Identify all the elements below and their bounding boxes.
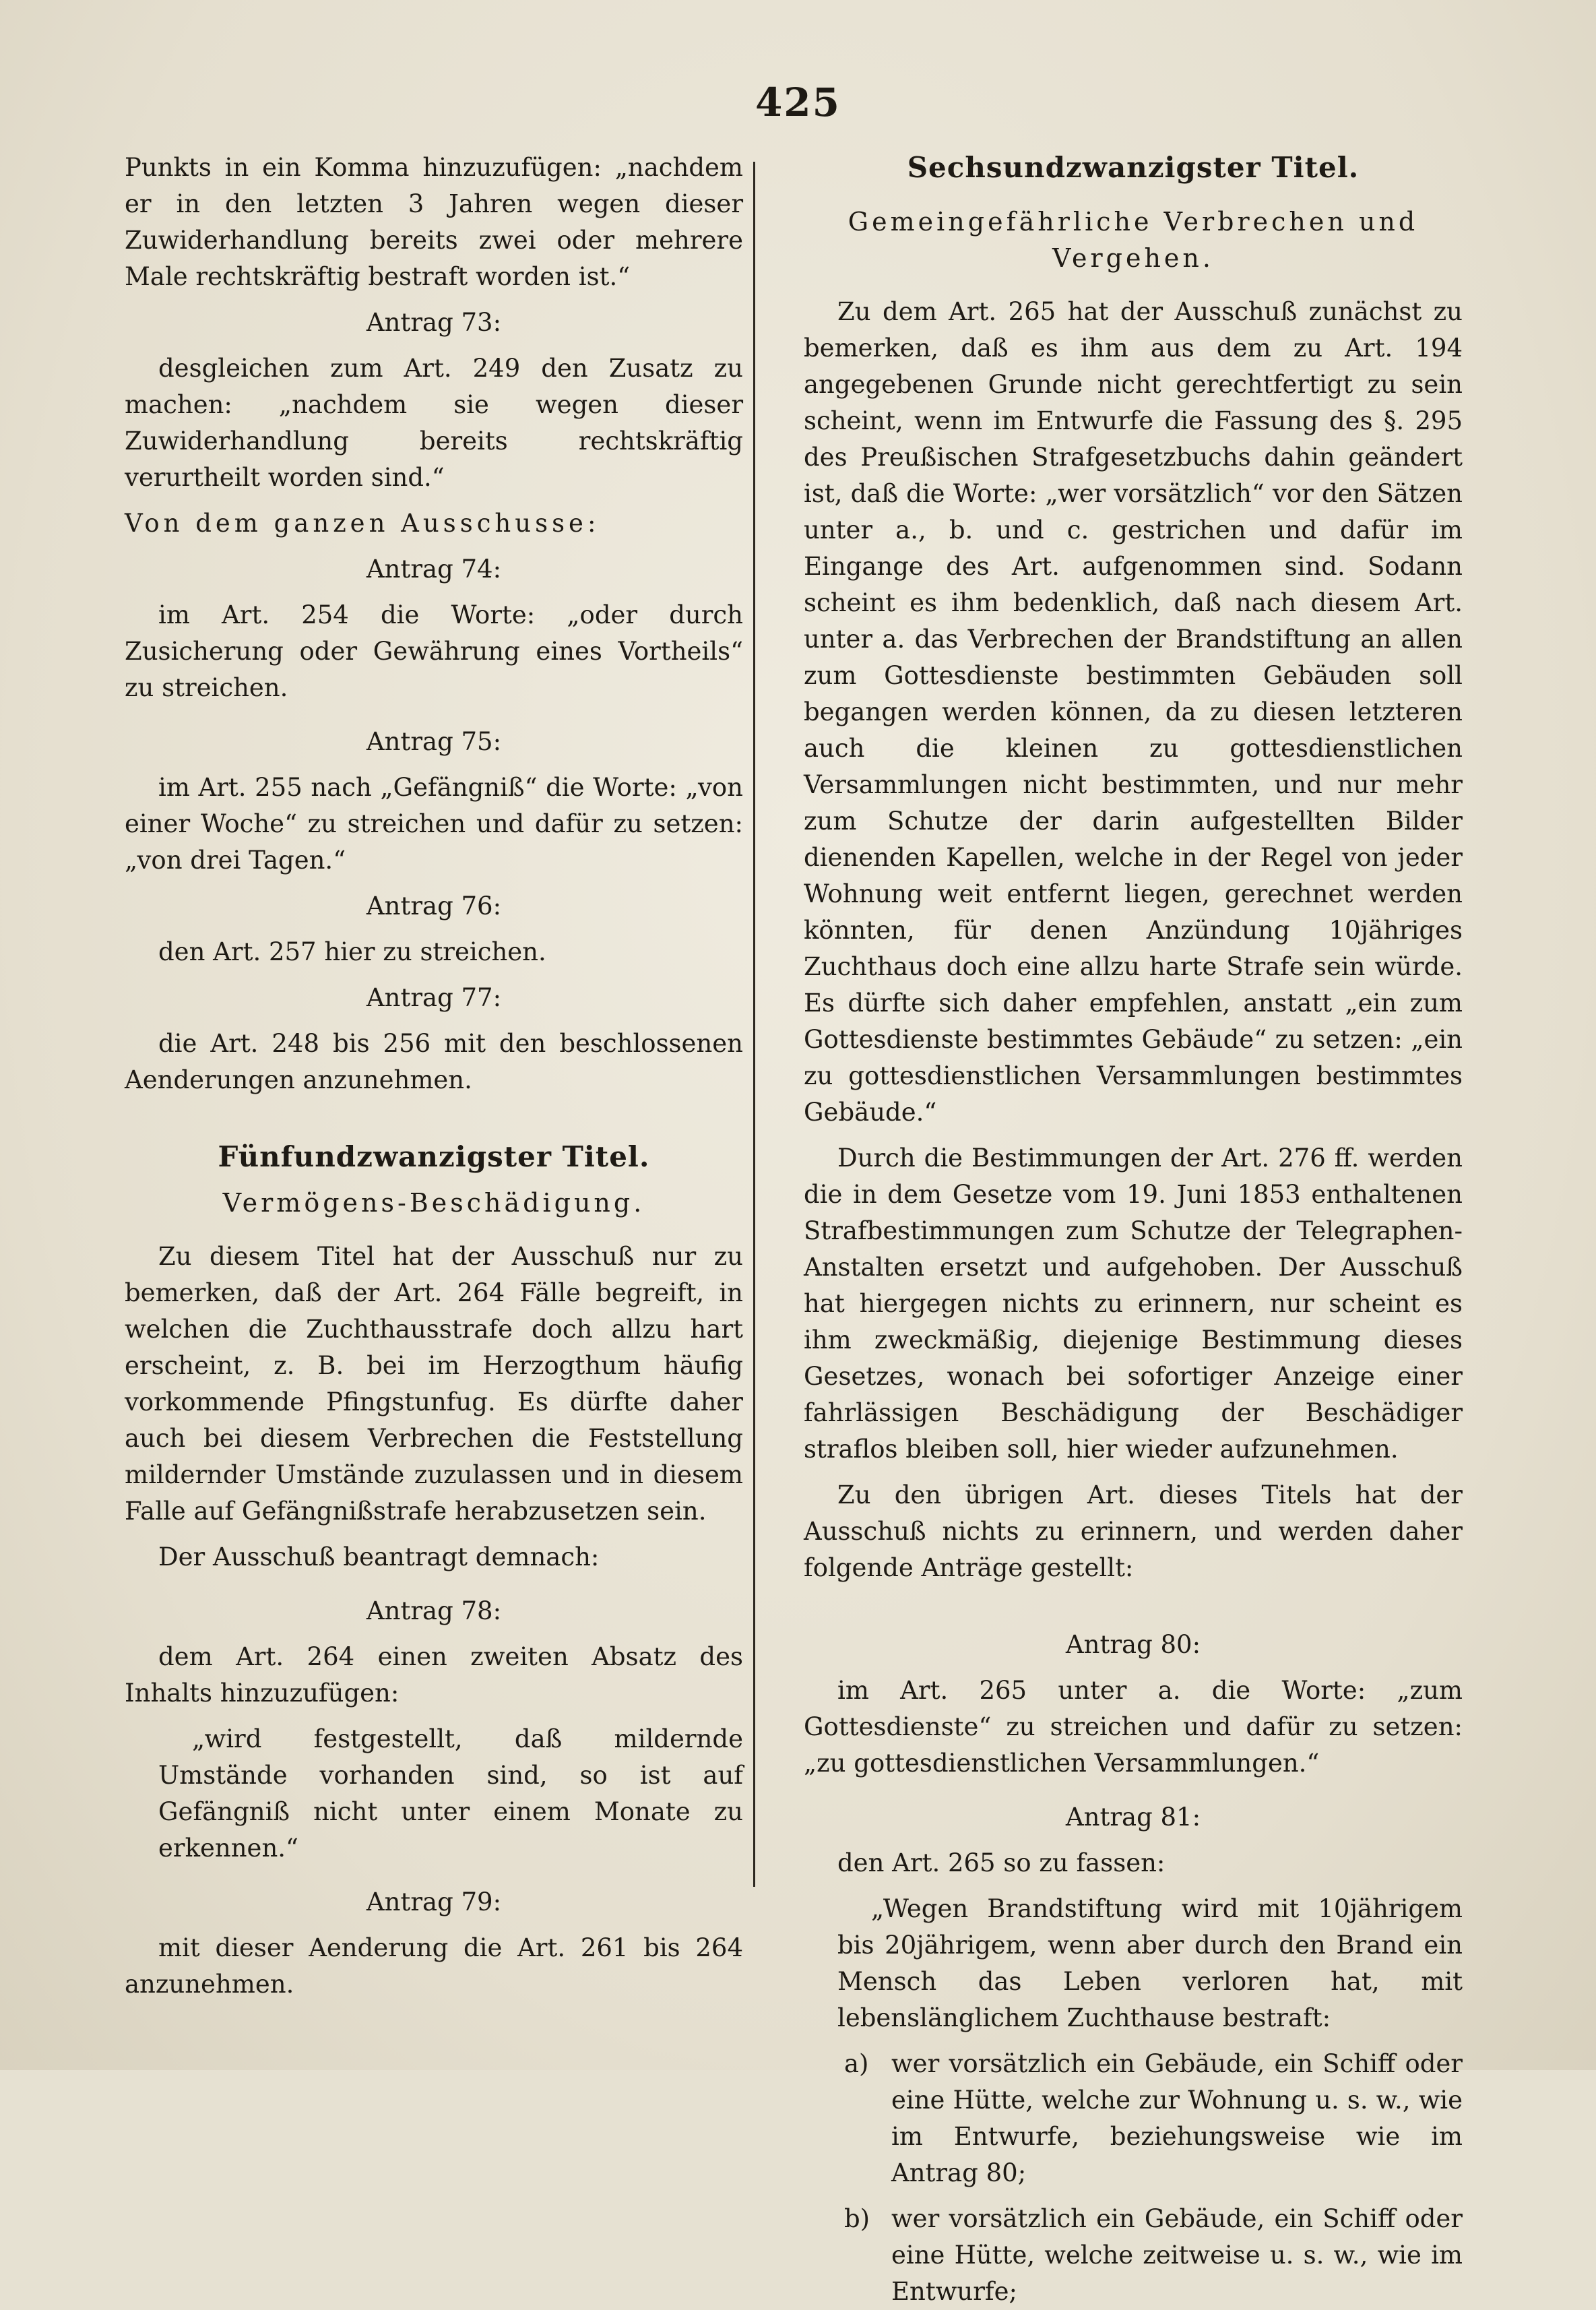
paragraph: die Art. 248 bis 256 mit den beschlossenen Aenderungen anzunehmen. [125, 1029, 743, 1094]
list-item-label: a) [844, 2049, 869, 2078]
paragraph: Punkts in ein Komma hinzuzufügen: „nachdem er in den letzten 3 Jahren wegen dieser Zuwiderhandlung bereits zwei oder mehrere Male rechtskräftig bestraft worden ist.“ [125, 153, 743, 291]
paragraph: den Art. 265 so zu fassen: [837, 1848, 1166, 1877]
quoted-text: „Wegen Brandstiftung wird mit 10jährigem bis 20jährigem, wenn aber durch den Brand ein Mensch das Leben verloren hat, mit lebenslänglichem Zuchthause bestraft: [837, 1894, 1463, 2032]
page-number: 425 [755, 80, 841, 125]
list-item-text: wer vorsätzlich ein Gebäude, ein Schiff oder eine Hütte, welche zur Wohnung u. s. w., wie im Entwurfe, beziehungsweise wie im Antrag 80; [891, 2049, 1463, 2187]
paragraph: Zu dem Art. 265 hat der Ausschuß zunächst zu bemerken, daß es ihm aus dem zu Art. 194 angegebenen Grunde nicht gerechtfertigt zu sein scheint, wenn im Entwurfe die Fassung des §. 295 des Preußischen Strafgesetzbuchs dahin geändert ist, daß die Worte: „wer vorsätzlich“ vor den Sätzen unter a., b. und c. gestrichen und dafür im Eingange des Art. aufgenommen sind. Sodann scheint es ihm bedenklich, daß nach diesem Art. unter a. das Verbrechen der Brandstiftung an allen zum Gottesdienste bestimmten Gebäuden soll begangen werden können, da zu diesen letzteren auch die kleinen zu gottesdienstlichen Versammlungen nicht bestimmten, und nur mehr zum Schutze der darin aufgestellten Bilder dienenden Kapellen, welche in der Regel von jeder Wohnung weit entfernt liegen, gerechnet werden könnten, für denen Anzündung 10jähriges Zuchthaus doch eine allzu harte Strafe sein würde. Es dürfte sich daher empfehlen, anstatt „ein zum Gottesdienste bestimmtes Gebäude“ zu setzen: „ein zu gottesdienstlichen Versammlungen bestimmtes Gebäude.“ [804, 297, 1463, 1127]
paragraph: dem Art. 264 einen zweiten Absatz des Inhalts hinzuzufügen: [125, 1642, 743, 1708]
section-title: Fünfundzwanzigster Titel. [218, 1140, 650, 1173]
motion-heading: Antrag 78: [366, 1596, 502, 1625]
motion-heading: Antrag 80: [1065, 1630, 1201, 1659]
committee-heading: Von dem ganzen Ausschusse: [125, 509, 600, 538]
paragraph: im Art. 254 die Worte: „oder durch Zusicherung oder Gewährung eines Vortheils“ zu streichen. [125, 600, 743, 702]
paragraph: Zu den übrigen Art. dieses Titels hat der Ausschuß nichts zu erinnern, und werden daher folgende Anträge gestellt: [804, 1480, 1463, 1582]
section-title: Sechsundzwanzigster Titel. [907, 151, 1360, 184]
section-subtitle: Vermögens-Beschädigung. [222, 1188, 645, 1218]
list-item-text: wer vorsätzlich ein Gebäude, ein Schiff oder eine Hütte, welche zeitweise u. s. w., wie im Entwurfe; [891, 2204, 1463, 2306]
motion-heading: Antrag 73: [366, 308, 502, 337]
paragraph: Durch die Bestimmungen der Art. 276 ff. werden die in dem Gesetze vom 19. Juni 1853 enthaltenen Strafbestimmungen zum Schutze der Telegraphen-Anstalten ersetzt und aufgehoben. Der Ausschuß hat hiergegen nichts zu erinnern, nur scheint es ihm zweckmäßig, diejenige Bestimmung dieses Gesetzes, wonach bei sofortiger Anzeige einer fahrlässigen Beschädigung der Beschädiger straflos bleiben soll, hier wieder aufzunehmen. [804, 1144, 1463, 1464]
paragraph: den Art. 257 hier zu streichen. [158, 937, 546, 966]
paragraph: desgleichen zum Art. 249 den Zusatz zu machen: „nachdem sie wegen dieser Zuwiderhandlung bereits rechtskräftig verurtheilt worden sind.“ [125, 354, 743, 492]
motion-heading: Antrag 77: [366, 983, 502, 1012]
list-item-label: b) [844, 2204, 870, 2233]
motion-heading: Antrag 74: [366, 555, 502, 584]
column-divider [753, 162, 755, 1887]
motion-heading: Antrag 75: [366, 727, 502, 756]
motion-heading: Antrag 76: [366, 892, 502, 920]
paragraph: im Art. 255 nach „Gefängniß“ die Worte: „von einer Woche“ zu streichen und dafür zu setzen: „von drei Tagen.“ [125, 773, 743, 875]
left-column [125, 150, 743, 2003]
paragraph: Zu diesem Titel hat der Ausschuß nur zu bemerken, daß der Art. 264 Fälle begreift, in welchen die Zuchthausstrafe doch allzu hart erscheint, z. B. bei im Herzogthum häufig vorkommende Pfingstunfug. Es dürfte daher auch bei diesem Verbrechen die Feststellung mildernder Umstände zuzulassen und in diesem Falle auf Gefängnißstrafe herabzusetzen sein. [125, 1242, 743, 1526]
paragraph: Der Ausschuß beantragt demnach: [158, 1542, 600, 1571]
list-item [804, 2201, 1463, 2310]
paragraph: mit dieser Aenderung die Art. 261 bis 264 anzunehmen. [125, 1933, 743, 1999]
quoted-text: „wird festgestellt, daß mildernde Umstände vorhanden sind, so ist auf Gefängniß nicht unter einem Monate zu erkennen.“ [158, 1724, 743, 1863]
section-subtitle: Gemeingefährliche Verbrechen und Vergehen. [848, 207, 1419, 273]
paragraph: im Art. 265 unter a. die Worte: „zum Gottesdienste“ zu streichen und dafür zu setzen: „zu gottesdienstlichen Versammlungen.“ [804, 1676, 1463, 1778]
motion-heading: Antrag 81: [1065, 1803, 1201, 1832]
right-column [804, 150, 1463, 2310]
motion-heading: Antrag 79: [366, 1887, 502, 1916]
list-item [804, 2046, 1463, 2191]
